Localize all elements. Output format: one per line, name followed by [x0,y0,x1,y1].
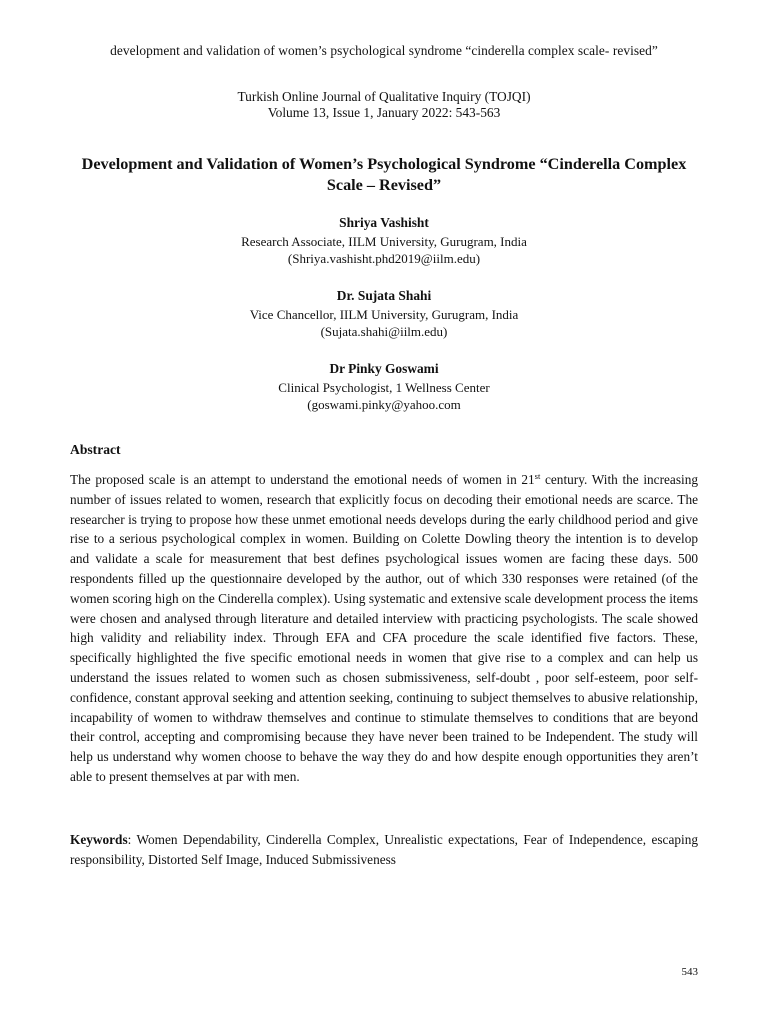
journal-issue: Volume 13, Issue 1, January 2022: 543-563 [267,104,501,120]
abstract-text-rest: century. With the increasing number of issues related to women, research that explicitly focus on decoding their emotional needs are scarce. The researcher is trying to propose how these unmet emotional needs develops during the early childhood period and give rise to a serious psychological complex in women. Building on Colette Dowling theory the intention is to develop and validate a scale for measurement that best defines psychological issues women are facing these days. 500 respondents filled up the questionnaire developed by the author, out of which 330 responses were retained (of the women scoring high on the Cinderella complex). Using systematic and extensive scale development process the items were chosen and analysed through literature and detailed interview with practicing psychologists. The scale showed high validity and reliability index. Through EFA and CFA procedure the scale identified five factors. These, specifically highlighted the five specific emotional needs in women that give rise to a complex and can help us understand the issues related to women such as chosen submissiveness, self-doubt , poor self-esteem, poor self-confidence, constant approval seeking and attention seeking, continuing to subject themselves to abusive relationship, incapability of women to withdraw themselves and continue to stimulate themselves to conditions that are beyond their control, accepting and compromising because they have never been trained to be Independent. The study will help us understand why women choose to behave the way they do and how despite enough opportunities they aren’t able to present themselves at par with men. [70,472,698,784]
journal-info [0,89,768,120]
journal-name: Turkish Online Journal of Qualitative Inquiry (TOJQI) [237,89,531,104]
keywords-paragraph [70,830,698,870]
author-name: Shriya Vashisht [339,215,429,230]
author-email: (Sujata.shahi@iilm.edu) [320,324,448,339]
abstract-text-start: The proposed scale is an attempt to understand the emotional needs of women in 21 [70,472,535,487]
abstract-text [70,470,698,787]
author-block-3 [0,360,768,414]
author-email: (Shriya.vashisht.phd2019@iilm.edu) [287,251,481,266]
keywords-label: Keywords [70,832,128,847]
author-affiliation: Research Associate, IILM University, Gurugram, India [241,233,527,249]
author-affiliation: Clinical Psychologist, 1 Wellness Center [278,379,490,395]
author-affiliation: Vice Chancellor, IILM University, Gurugram, India [249,306,519,322]
paper-title: Development and Validation of Women’s Psychological Syndrome “Cinderella Complex Scale – Revised” [81,155,687,194]
author-block-1 [0,214,768,268]
running-header: development and validation of women’s psychological syndrome “cinderella complex scale- revised” [110,43,658,58]
author-name: Dr. Sujata Shahi [336,288,432,303]
page-number: 543 [681,966,698,978]
author-email: (goswami.pinky@yahoo.com [307,397,461,412]
keywords-list: : Women Dependability, Cinderella Complex, Unrealistic expectations, Fear of Independence, escaping responsibility, Distorted Self Image, Induced Submissiveness [70,832,698,867]
author-name: Dr Pinky Goswami [329,361,439,376]
ordinal-superscript: st [534,471,541,481]
author-block-2 [0,287,768,341]
abstract-heading: Abstract [70,442,121,457]
